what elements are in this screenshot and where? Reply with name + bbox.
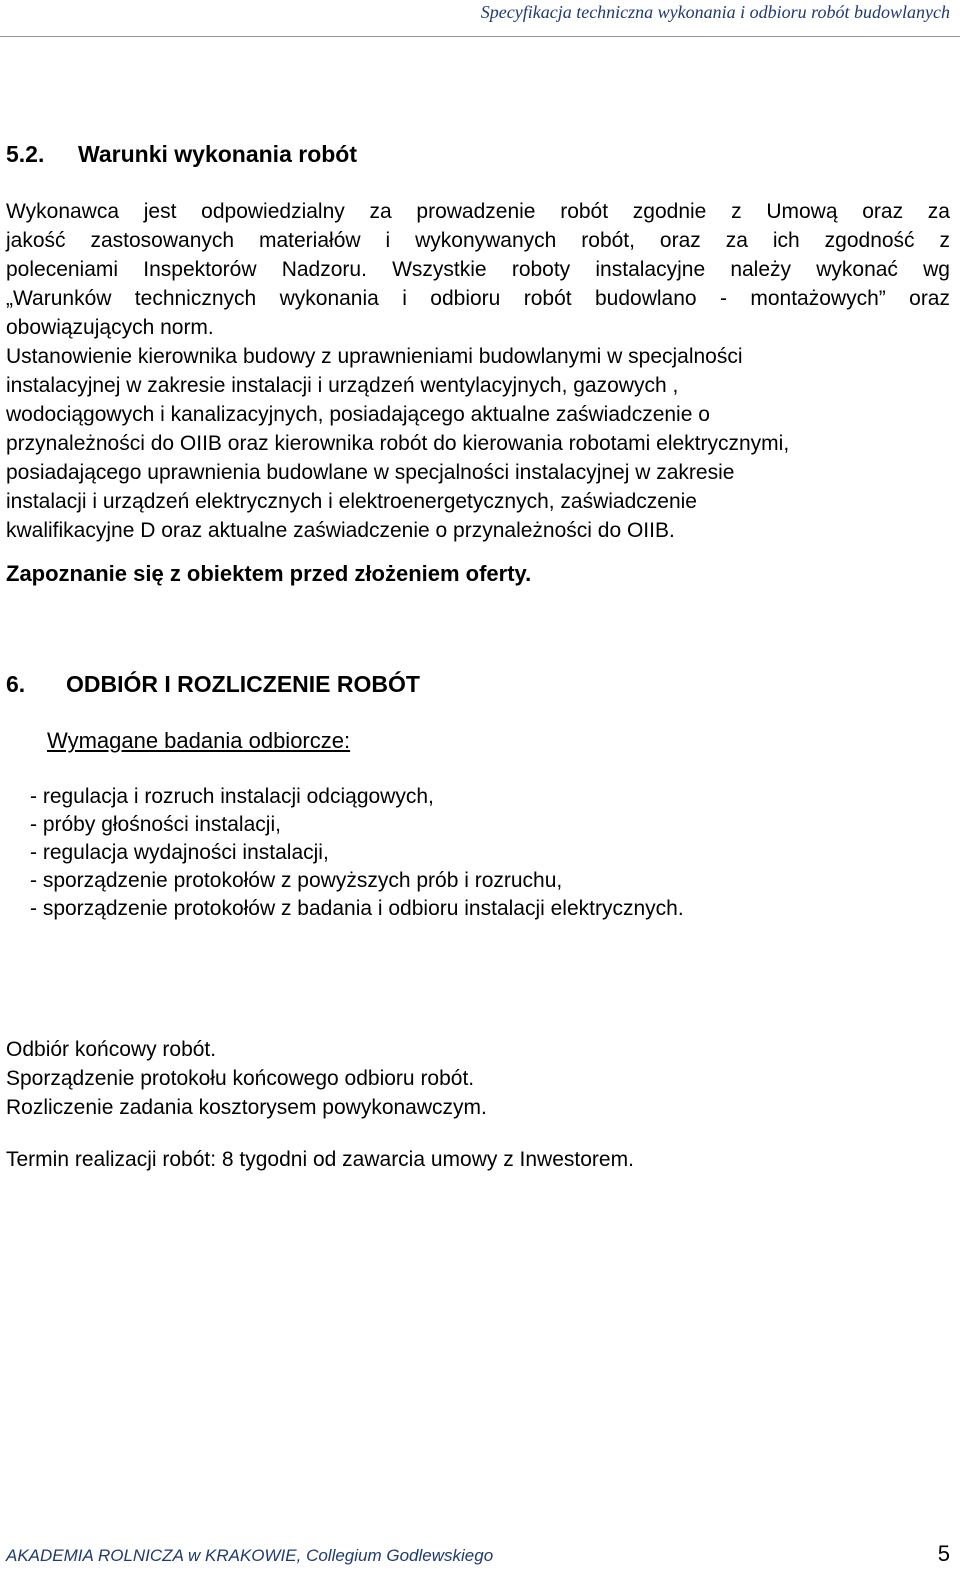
paragraph-line: Ustanowienie kierownika budowy z uprawnieniami budowlanymi w specjalności: [6, 345, 743, 368]
section-title: Warunki wykonania robót: [78, 141, 358, 167]
paragraph-line: kwalifikacyjne D oraz aktualne zaświadczenie o przynależności do OIIB.: [6, 519, 675, 542]
closing-line: Odbiór końcowy robót.: [6, 1038, 217, 1061]
list-item: - sporządzenie protokołów z powyższych prób i rozruchu,: [30, 869, 563, 892]
paragraph-line: instalacji i urządzeń elektrycznych i elektroenergetycznych, zaświadczenie: [6, 490, 697, 513]
page-number: 5: [937, 1541, 950, 1566]
paragraph-line: przynależności do OIIB oraz kierownika robót do kierowania robotami elektrycznymi,: [6, 432, 790, 455]
paragraph-line: jakość zastosowanych materiałów i wykonywanych robót, oraz za ich zgodność z: [6, 229, 950, 252]
list-item: - regulacja wydajności instalacji,: [30, 841, 329, 864]
section-title: ODBIÓR I ROZLICZENIE ROBÓT: [66, 671, 420, 697]
closing-statements: [6, 1035, 487, 1122]
paragraph-line: instalacyjnej w zakresie instalacji i urządzeń wentylacyjnych, gazowych ,: [6, 374, 679, 397]
paragraph-line: wodociągowych i kanalizacyjnych, posiadającego aktualne zaświadczenie o: [6, 403, 710, 426]
offer-note: Zapoznanie się z obiektem przed złożeniem oferty.: [6, 561, 532, 586]
paragraph-line: poleceniami Inspektorów Nadzoru. Wszystkie roboty instalacyjne należy wykonać wg: [6, 258, 950, 281]
list-item: - sporządzenie protokołów z badania i odbioru instalacji elektrycznych.: [30, 897, 684, 920]
closing-line: Rozliczenie zadania kosztorysem powykonawczym.: [6, 1096, 487, 1119]
section-6-heading: [6, 670, 420, 698]
footer-institution: AKADEMIA ROLNICZA w KRAKOWIE, Collegium Godlewskiego: [6, 1546, 494, 1565]
list-item: - próby głośności instalacji,: [30, 813, 281, 836]
list-item: - regulacja i rozruch instalacji odciągowych,: [30, 785, 434, 808]
paragraph-line: „Warunków technicznych wykonania i odbioru robót budowlano - montażowych” oraz: [6, 287, 950, 310]
section-number: 6.: [6, 671, 26, 697]
section-5-2-heading: [6, 140, 357, 168]
paragraph-line: posiadającego uprawnienia budowlane w specjalności instalacyjnej w zakresie: [6, 461, 735, 484]
section-5-2-paragraph: [6, 197, 950, 545]
header-divider: [0, 36, 960, 37]
acceptance-tests-heading: Wymagane badania odbiorcze:: [47, 728, 351, 753]
paragraph-line: obowiązujących norm.: [6, 316, 214, 339]
closing-line: Sporządzenie protokołu końcowego odbioru robót.: [6, 1067, 475, 1090]
paragraph-line: Wykonawca jest odpowiedzialny za prowadzenie robót zgodnie z Umową oraz za: [6, 200, 950, 223]
deadline-statement: [6, 1145, 634, 1174]
deadline-line: Termin realizacji robót: 8 tygodni od zawarcia umowy z Inwestorem.: [6, 1148, 634, 1171]
acceptance-tests-list: [30, 783, 684, 923]
section-number: 5.2.: [6, 141, 45, 167]
running-header: Specyfikacja techniczna wykonania i odbioru robót budowlanych: [480, 2, 950, 22]
